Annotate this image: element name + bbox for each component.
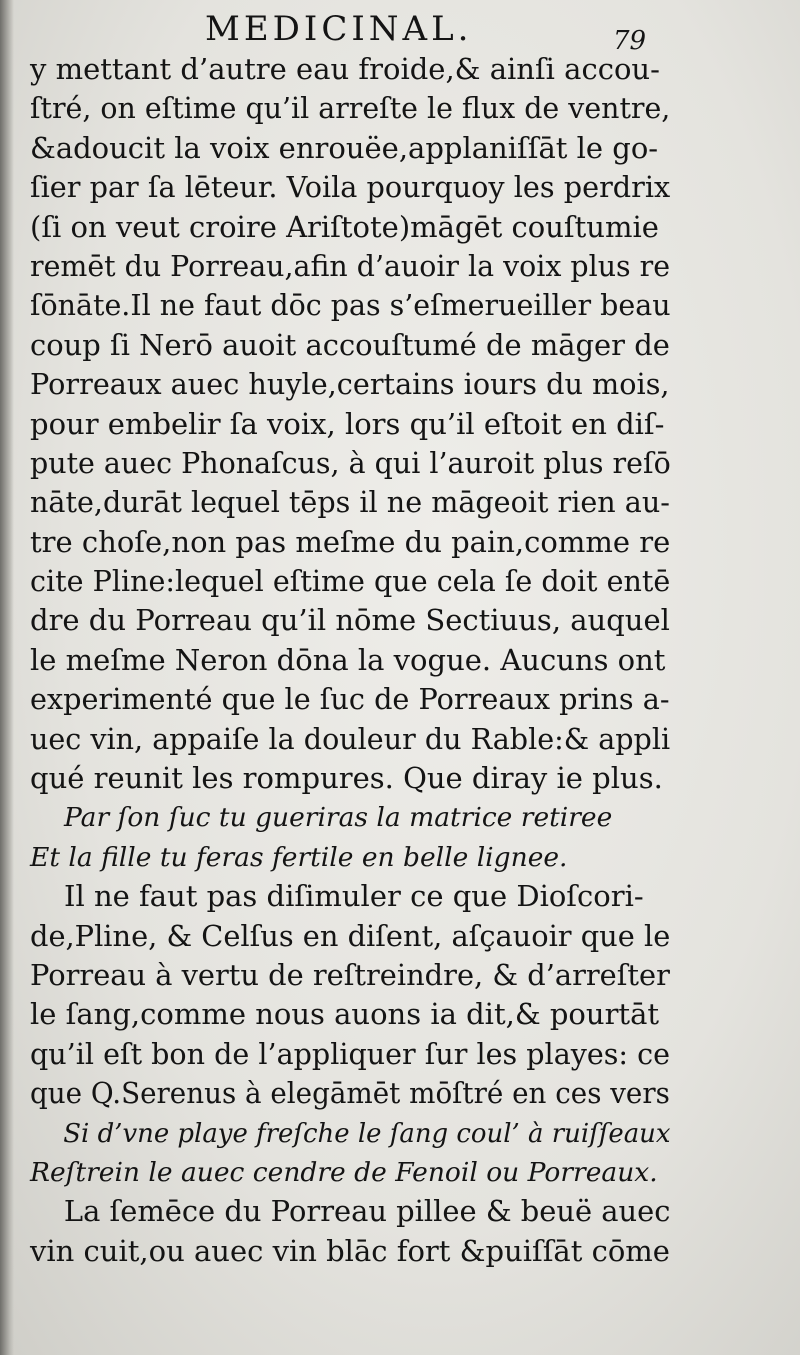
text-line: Porreau à vertu de reſtreindre, & d’arreſter [30,957,670,992]
verse-line: Reſtrein le auec cendre de Fenoil ou Porreaux. [30,1156,658,1188]
text-line: le ſang,comme nous auons ia dit,& pourtāt [30,997,660,1032]
text-line: &adoucit la voix enrouëe,applaniſſāt le go- [30,130,659,165]
text-line: le meſme Neron dōna la vogue. Aucuns ont [30,642,666,677]
verse-line: Si d’vne playe freſche le ſang coul’ à ruiſſeaux [63,1117,671,1149]
text-line: pute auec Phonaſcus, à qui l’auroit plus reſō [30,445,671,480]
text-line: tre choſe,non pas meſme du pain,comme re [30,524,671,559]
text-line: uec vin, appaiſe la douleur du Rable:& appli [30,721,671,756]
text-line: cite Pline:lequel eſtime que cela ſe doit entē [30,564,671,599]
body-text [30,50,670,1271]
running-head [0,8,800,56]
text-line: ſtré, on eſtime qu’il arreſte le flux de ventre, [30,91,671,126]
page-number: 79 [613,26,647,56]
text-line: ſōnāte.Il ne faut dōc pas s’eſmerueiller beau [30,288,671,323]
text-line: y mettant d’autre eau froide,& ainſi accou- [30,52,660,86]
page-gutter-shadow [0,0,14,1355]
text-line: experimenté que le ſuc de Porreaux prins a- [30,682,670,717]
text-line: remēt du Porreau,afin d’auoir la voix plus re [30,248,671,283]
text-line: La ſemēce du Porreau pillee & beuë auec [63,1194,671,1229]
text-line: que Q.Serenus à elegāmēt mōſtré en ces vers [30,1076,670,1111]
text-line: ſier par ſa lēteur. Voila pourquoy les perdrix [30,170,671,205]
text-line: nāte,durāt lequel tēps il ne māgeoit rien au- [30,485,670,520]
running-head-title: MEDICINAL. [205,9,473,49]
text-line: Il ne faut pas diſimuler ce que Dioſcori- [64,879,644,914]
text-line: Porreaux auec huyle,certains iours du mois, [30,367,670,402]
text-line: pour embelir ſa voix, lors qu’il eſtoit en diſ- [30,406,665,441]
text-line: (ſi on veut croire Ariſtote)māgēt couſtumie [30,209,659,244]
text-line: dre du Porreau qu’il nōme Sectiuus, auquel [30,603,670,638]
verse-line: Et la fille tu feras fertile en belle lignee. [30,841,568,873]
text-line: vin cuit,ou auec vin blāc fort &puiſſāt cōme [30,1233,670,1268]
text-line: qu’il eſt bon de l’appliquer ſur les playes: ce [30,1036,671,1071]
text-line: de,Pline, & Celſus en diſent, aſçauoir que le [30,918,671,953]
text-line: coup ſi Nerō auoit accouſtumé de māger de [30,327,670,362]
text-line: qué reunit les rompures. Que diray ie plus. [30,761,663,796]
verse-line: Par ſon ſuc tu gueriras la matrice retiree [64,802,613,834]
